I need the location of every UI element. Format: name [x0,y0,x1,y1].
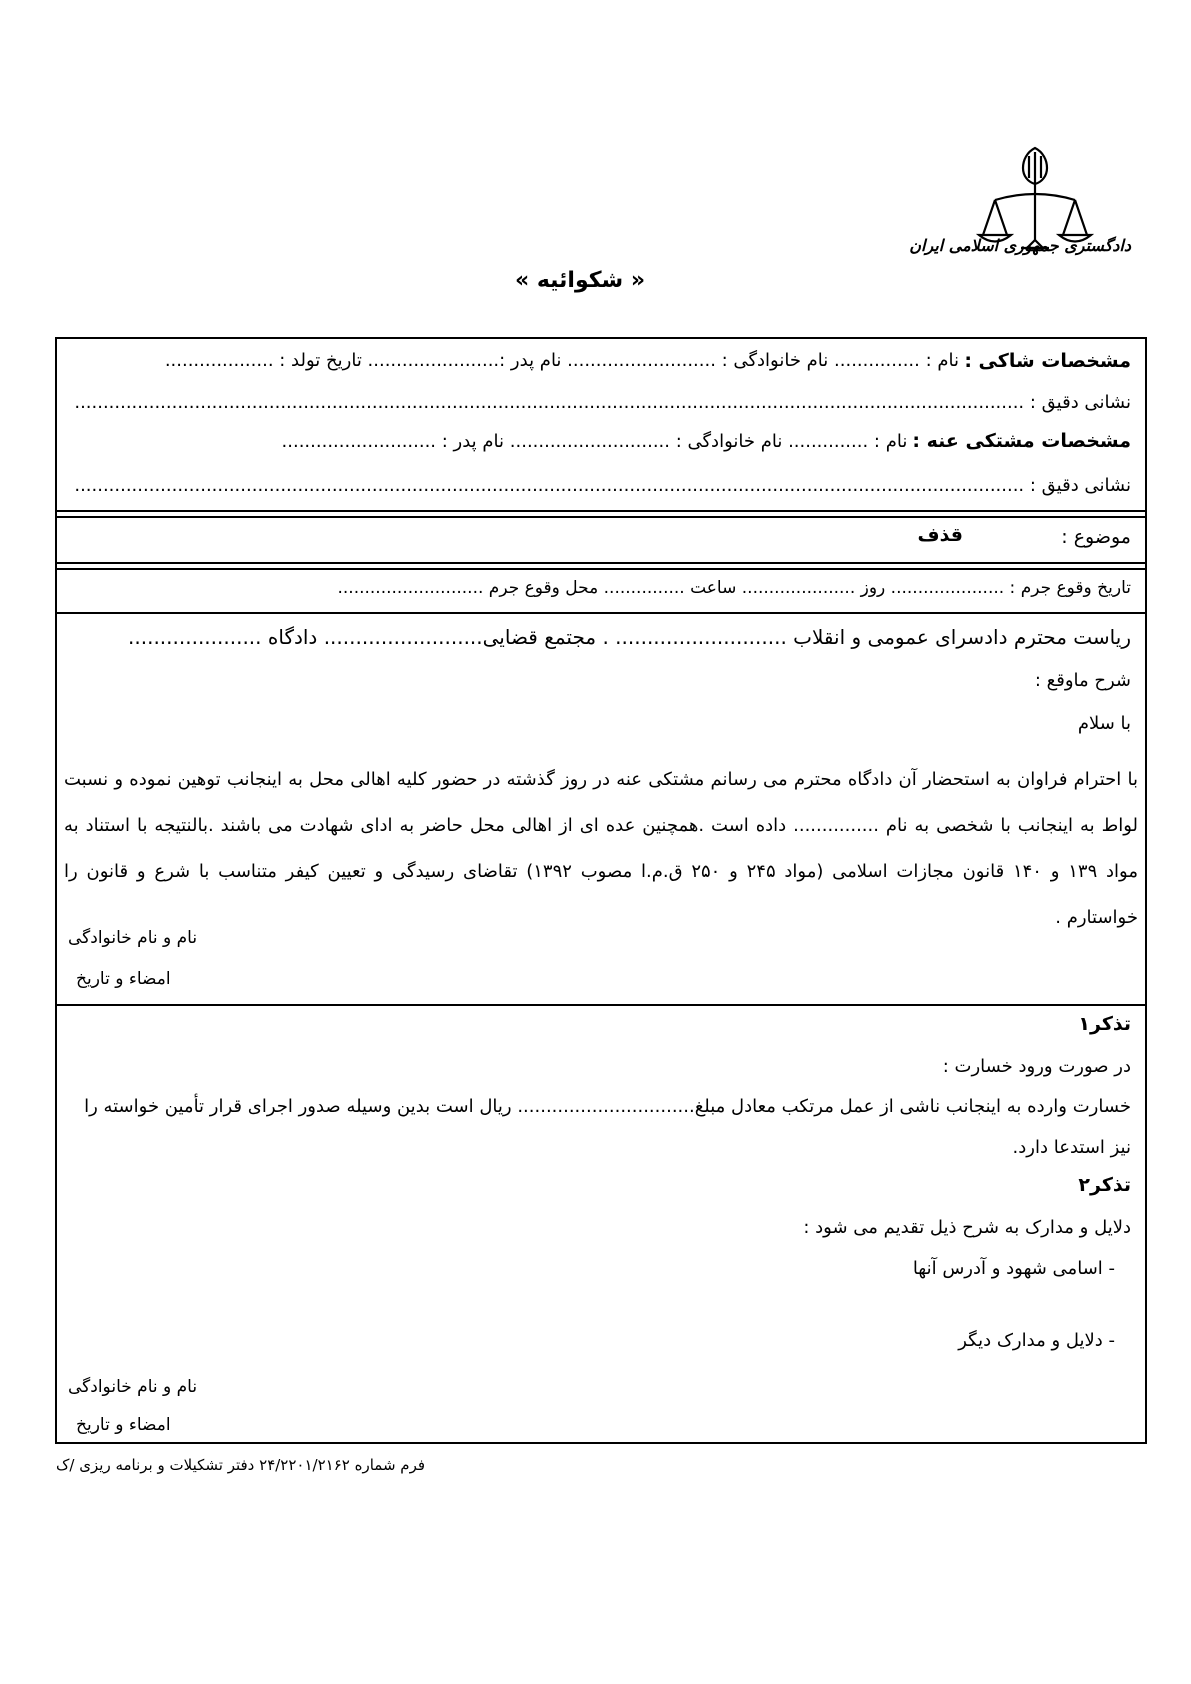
crime-date-row[interactable]: تاریخ وقوع جرم : ..................... روز ..................... ساعت ............... محل وقوع جرم ........................... [337,578,1131,598]
complainant-fields-text: نام : ............... نام خانوادگی : .......................... نام پدر :....................... تاریخ تولد : ................... [164,350,959,371]
divider [56,510,1145,512]
signature-name-label: نام و نام خانوادگی [68,1377,198,1397]
divider [56,516,1145,518]
signature-sign-label: امضاء و تاریخ [76,1415,171,1435]
note2-item2: - دلایل و مدارک دیگر [958,1330,1115,1351]
defendant-fields[interactable]: نام : .............. نام خانوادگی : ............................ نام پدر : ........................... [281,431,908,452]
logo-text: دادگستری جمهوری اسلامی ایران [909,236,1131,255]
note1-line2[interactable]: خسارت وارده به اینجانب ناشی از عمل مرتکب معادل مبلغ............................... ریال است بدین وسیله صدور اجرای قرار تأمین خواسته را [84,1096,1131,1117]
defendant-label: مشخصات مشتکی عنه : [912,430,1131,452]
signature-name-label: نام و نام خانوادگی [68,928,198,948]
defendant-address[interactable]: نشانی دقیق : ...................................................................................................................................................................... [74,475,1131,496]
signature-sign-label: امضاء و تاریخ [76,969,171,989]
complainant-fields[interactable] [165,350,959,371]
note2-line1: دلایل و مدارک به شرح ذیل تقدیم می شود : [803,1217,1131,1238]
complainant-row [964,350,1131,372]
divider [56,568,1145,570]
note1-line1: در صورت ورود خسارت : [942,1056,1131,1077]
complainant-label: مشخصات شاکی : [964,350,1131,372]
divider [56,612,1145,614]
body-paragraph: با احترام فراوان به استحضار آن دادگاه محترم می رسانم مشتکی عنه در روز گذشته در حضور کلیه اهالی محل به اینجانب توهین نموده و نسبت لواط به اینجانب با شخصی به نام ............... داده است .همچنین عده ای از اهالی محل حاضر به ادای شهادت می باشند .بالنتیجه با استناد به مواد ۱۳۹ و ۱۴۰ قانون مجازات اسلامی (مواد ۲۴۵ و ۲۵۰ ق.م.ا مصوب ۱۳۹۲) تقاضای رسیدگی و تعیین کیفر متناسب با شرع و قانون را خواستارم . [64,769,1139,928]
judiciary-emblem-icon [935,140,1135,280]
complainant-address[interactable]: نشانی دقیق : ...................................................................................................................................................................... [74,392,1131,413]
defendant-row [282,430,1131,452]
divider [56,1004,1145,1006]
description-label: شرح ماوقع : [1034,670,1131,691]
subject-value[interactable]: قذف [917,524,963,546]
note2-title: تذکر۲ [1078,1174,1131,1196]
page-title: « شکوائیه » [514,268,646,293]
form-footer: فرم شماره ۲۴/۲۲۰۱/۲۱۶۲ دفتر تشکیلات و برنامه ریزی /ک [56,1456,426,1474]
note2-item1: - اسامی شهود و آدرس آنها [912,1258,1115,1279]
divider [56,562,1145,564]
note1-title: تذکر۱ [1078,1013,1131,1035]
greeting: با سلام [1077,713,1131,734]
subject-label: موضوع : [1061,526,1131,548]
note1-line3: نیز استدعا دارد. [1012,1137,1131,1158]
court-address-line[interactable]: ریاست محترم دادسرای عمومی و انقلاب ........................... . مجتمع قضایی......................... دادگاه ..................... [128,625,1131,649]
